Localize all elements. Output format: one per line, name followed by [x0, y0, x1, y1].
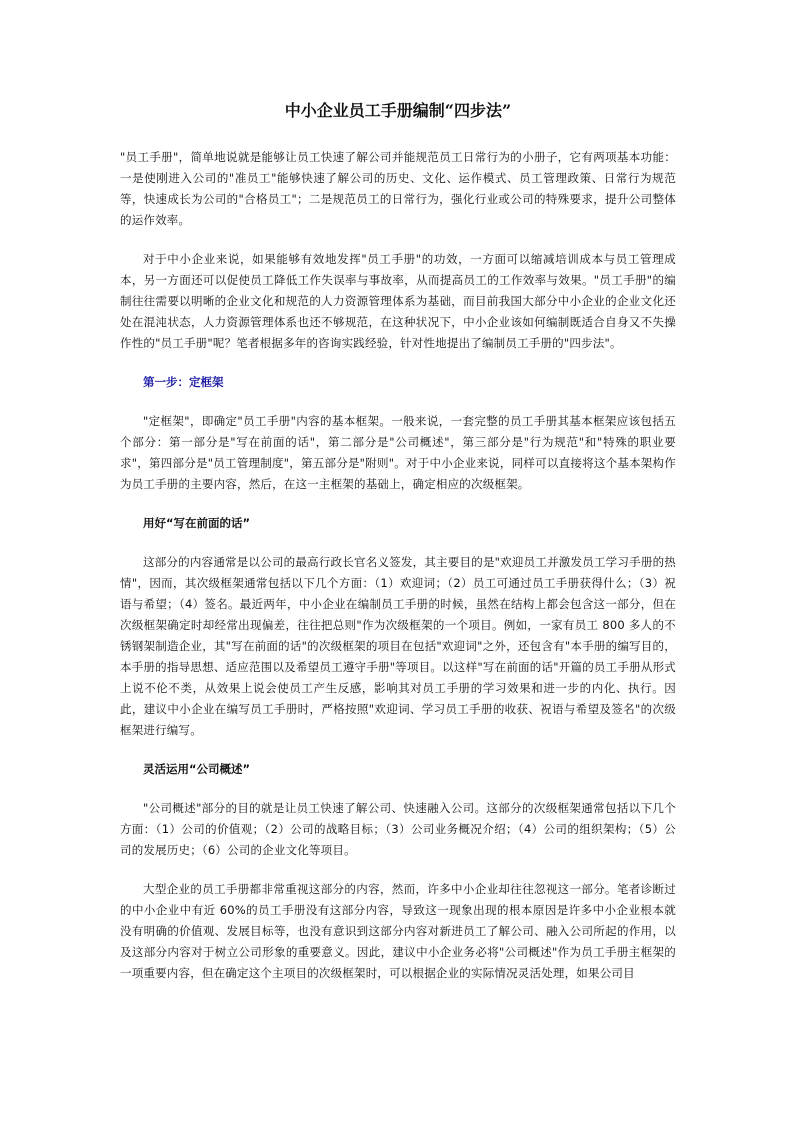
intro-paragraph: "员工手册"，简单地说就是能够让员工快速了解公司并能规范员工日常行为的小册子，它有两项基本功能：一是使刚进入公司的"准员工"能够快速了解公司的历史、文化、运作模式、员工管理政策、日常行为规范等，快速成长为公司的"合格员工"；二是规范员工的日常行为，强化行业或公司的特殊要求，提升公司整体的运作效率。: [120, 150, 676, 227]
body-paragraph-4: 这部分的内容通常是以公司的最高行政长官名义签发，其主要目的是"欢迎员工并激发员工学习手册的热情"，因而，其次级框架通常包括以下几个方面：（1）欢迎词；（2）员工可通过员工手册获得什么；（3）祝语与希望；（4）签名。最近两年，中小企业在编制员工手册的时候，虽然在结构上都会包含这一部分，但在次级框架确定时却经常出现偏差，往往把总则"作为次级框架的一个项目。例如，一家有员工 800 多人的不锈钢架制造企业，其"写在前面的话"的次级框架的项目在包括"欢迎词"之外，还包含有"本手册的编写目的，本手册的指导思想、适应范围以及希望员工遵守手册"等项目。以这样"写在前面的话"开篇的员工手册从形式上说不伦不类，从效果上说会使员工产生反感，影响其对员工手册的学习效果和进一步的内化、执行。因此，建议中小企业在编写员工手册时，严格按照"欢迎词、学习员工手册的收获、祝语与希望及签名"的次级框架进行编写。: [120, 555, 676, 737]
body-paragraph-3: "定框架"，即确定"员工手册"内容的基本框架。一般来说，一套完整的员工手册其基本框架应该包括五个部分：第一部分是"写在前面的话"，第二部分是"公司概述"，第三部分是"行为规范"和"特殊的职业要求"，第四部分是"员工管理制度"，第五部分是"附则"。对于中小企业来说，同样可以直接将这个基本架构作为员工手册的主要内容，然后，在这一主框架的基础上，确定相应的次级框架。: [120, 414, 676, 491]
subheading-company-overview: 灵活运用“公司概述”: [143, 762, 251, 776]
subheading-preface: 用好“写在前面的话”: [143, 516, 251, 530]
body-paragraph-2: 对于中小企业来说，如果能够有效地发挥"员工手册"的功效，一方面可以缩减培训成本与员工管理成本，另一方面还可以促使员工降低工作失误率与事故率，从而提高员工的工作效率与效果。"员工手册"的编制往往需要以明晰的企业文化和规范的人力资源管理体系为基础，而目前我国大部分中小企业的企业文化还处在混沌状态，人力资源管理体系也还不够规范，在这种状况下，中小企业该如何编制既适合自身又不失操作性的"员工手册"呢？笔者根据多年的咨询实践经验，针对性地提出了编制员工手册的"四步法"。: [120, 252, 676, 350]
body-paragraph-6: 大型企业的员工手册都非常重视这部分的内容，然而，许多中小企业却往往忽视这一部分。笔者诊断过的中小企业中有近 60%的员工手册没有这部分内容，导致这一现象出现的根本原因是许多中小企业根本就没有明确的价值观、发展目标等，也没有意识到这部分内容对新进员工了解公司、融入公司所起的作用，以及这部分内容对于树立公司形象的重要意义。因此，建议中小企业务必将"公司概述"作为员工手册主框架的一项重要内容，但在确定这个主项目的次级框架时，可以根据企业的实际情况灵活处理，如果公司目: [120, 882, 676, 980]
document-title: 中小企业员工手册编制“四步法”: [284, 101, 512, 120]
body-paragraph-5: "公司概述"部分的目的就是让员工快速了解公司、快速融入公司。这部分的次级框架通常包括以下几个方面：（1）公司的价值观；（2）公司的战略目标；（3）公司业务概况介绍；（4）公司的组织架构；（5）公司的发展历史；（6）公司的企业文化等项目。: [120, 801, 676, 857]
document-page: [120, 100, 676, 1002]
step1-heading: 第一步：定框架: [143, 375, 224, 389]
